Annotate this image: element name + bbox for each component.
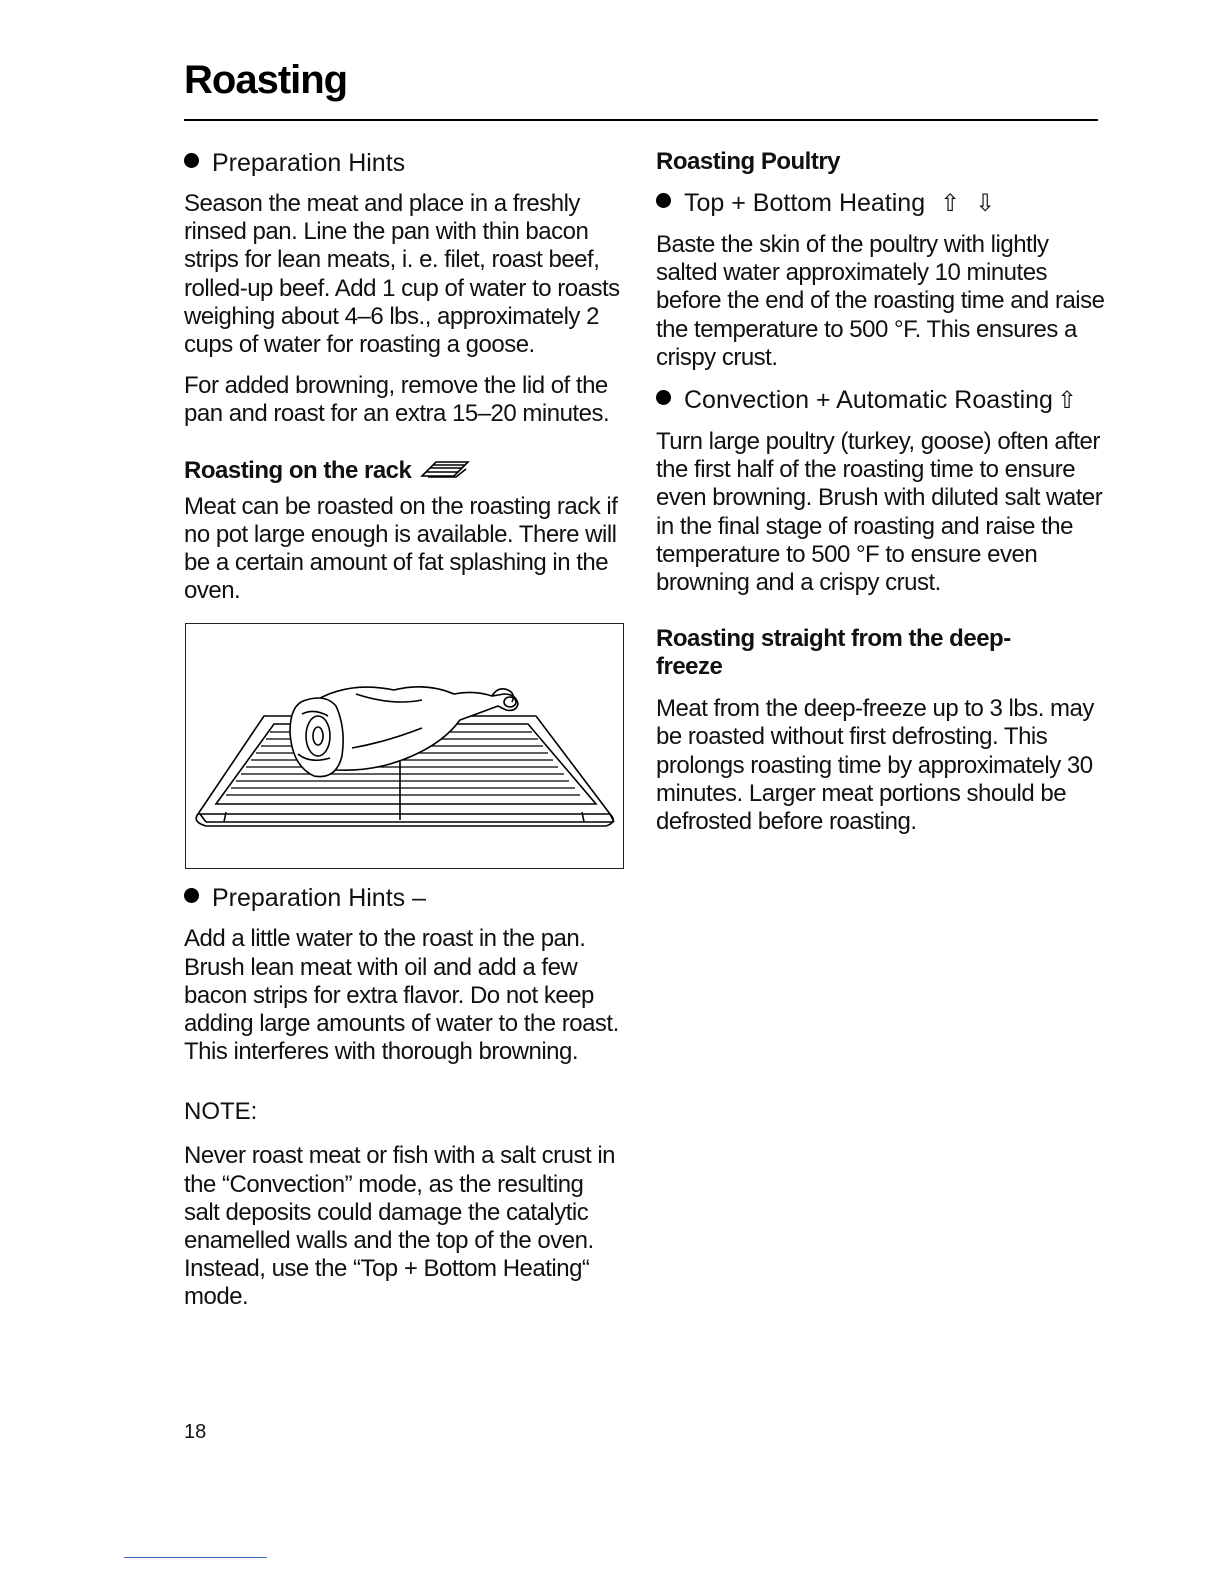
rack-heading: Roasting on the rack	[184, 457, 624, 485]
rack-icon	[418, 457, 470, 484]
page-number: 18	[184, 1421, 207, 1443]
prep-hints2-heading: Preparation Hints –	[184, 883, 624, 913]
poultry-heading: Roasting Poultry	[656, 148, 841, 175]
browning-text: For added browning, remove the lid of the pan and roast for an extra 15–20 minutes.	[184, 372, 610, 428]
title-rule	[184, 119, 1098, 121]
rack-text: Meat can be roasted on the roasting rack if no pot large enough is available. There will be a certain amount of fat splashing in the oven.	[184, 492, 618, 605]
note-heading: NOTE:	[184, 1098, 258, 1126]
top-bottom-text: Baste the skin of the poultry with lightly salted water approximately 10 minutes before the end of the roasting time and raise the temperature to 500 °F. This ensures a crispy crust.	[656, 231, 1105, 371]
prep-hints-text: Season the meat and place in a freshly rinsed pan. Line the pan with thin bacon strips for lean meats, i. e. filet, roast beef, rolled-up beef. Add 1 cup of water to roasts weighing about 4–6 lbs., approximately 2 cups of water for roasting a goose.	[184, 190, 620, 359]
prep-hints-heading: Preparation Hints	[184, 148, 624, 178]
right-column	[656, 148, 1106, 849]
bullet-icon	[656, 390, 671, 405]
arrow-up-icon: ⇧	[1056, 387, 1078, 415]
roast-on-rack-illustration	[185, 623, 624, 869]
bullet-icon	[656, 193, 671, 208]
arrow-down-icon: ⇩	[975, 190, 996, 217]
convection-text: Turn large poultry (turkey, goose) often after the first half of the roasting time to ensure even browning. Brush with diluted salt water in the final stage of roasting and raise the temperature to 500 °F to ensure even browning and a crispy crust.	[656, 428, 1103, 597]
bullet-icon	[184, 153, 199, 168]
page-title: Roasting	[184, 58, 348, 102]
deepfreeze-heading: Roasting straight from the deep-freeze	[656, 625, 1011, 681]
note-text: Never roast meat or fish with a salt crust in the “Convection” mode, as the resulting salt deposits could damage the catalytic enamelled walls and the top of the oven. Instead, use the “Top + Bottom Heating“ mode.	[184, 1142, 615, 1311]
left-column	[184, 148, 624, 1325]
deepfreeze-text: Meat from the deep-freeze up to 3 lbs. may be roasted without first defrosting. This prolongs roasting time by approximately 30 minutes. Larger meat portions should be defrosted before roasting.	[656, 695, 1094, 836]
prep-hints2-text: Add a little water to the roast in the pan. Brush lean meat with oil and add a few bacon strips for extra flavor. Do not keep adding large amounts of water to the roast. This interferes with thorough browning.	[184, 925, 619, 1066]
bottom-divider	[124, 1557, 267, 1558]
convection-heading: Convection + Automatic Roasting ⇧	[656, 385, 1106, 416]
top-bottom-heading: Top + Bottom Heating ⇧ ⇩	[656, 188, 1106, 219]
arrow-up-icon: ⇧	[940, 190, 961, 217]
bullet-icon	[184, 888, 199, 903]
